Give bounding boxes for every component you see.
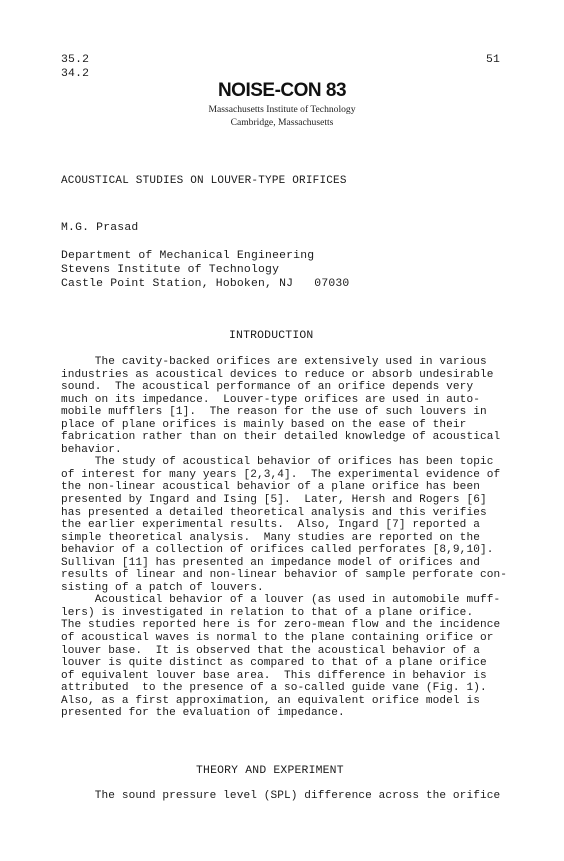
institution-location: Cambridge, Massachusetts	[230, 117, 334, 128]
session-code-2: 34.2	[61, 68, 90, 80]
body-text-line: behavior of a collection of orifices called perforates [8,9,10].	[61, 544, 494, 557]
body-text-line: sound. The acoustical performance of an orifice depends very	[61, 381, 474, 394]
body-text-line: Sullivan [11] has presented an impedance model of orifices and	[61, 556, 480, 569]
body-text-line: presented by Ingard and Ising [5]. Later, Hersh and Rogers [6]	[61, 494, 487, 507]
affiliation-line-2: Stevens Institute of Technology	[61, 264, 280, 276]
paper-title: ACOUSTICAL STUDIES ON LOUVER-TYPE ORIFICES	[61, 175, 347, 187]
body-text-line: The study of acoustical behavior of orifices has been topic	[61, 456, 494, 469]
page-number: 51	[486, 54, 501, 66]
body-text-line: fabrication rather than on their detailed knowledge of acoustical	[61, 431, 501, 444]
author-name: M.G. Prasad	[61, 222, 139, 234]
body-text-line: attributed to the presence of a so-called guide vane (Fig. 1).	[61, 682, 487, 695]
body-text-line: of equivalent louver base area. This difference in behavior is	[61, 669, 487, 682]
body-text-line: industries as acoustical devices to reduce or absorb undesirable	[61, 368, 494, 381]
body-text-line: the non-linear acoustical behavior of a plane orifice has been	[61, 481, 480, 494]
body-text-line: mobile mufflers [1]. The reason for the use of such louvers in	[61, 406, 487, 419]
conference-title: NOISE-CON 83	[217, 80, 347, 101]
body-text-line: the earlier experimental results. Also, Ingard [7] reported a	[61, 519, 480, 532]
body-text-line: of acoustical waves is normal to the plane containing orifice or	[61, 632, 494, 645]
affiliation-line-1: Department of Mechanical Engineering	[61, 250, 315, 262]
body-text-line: much on its impedance. Louver-type orifices are used in auto-	[61, 393, 480, 406]
body-text-line: louver is quite distinct as compared to that of a plane orifice	[61, 657, 487, 670]
body-text-line: presented for the evaluation of impedance.	[61, 707, 345, 720]
body-text-line: louver base. It is observed that the acoustical behavior of a	[61, 644, 480, 657]
theory-body-line: The sound pressure level (SPL) difference across the orifice	[61, 790, 501, 802]
body-text-line: behavior.	[61, 443, 122, 456]
body-text-line: lers) is investigated in relation to that of a plane orifice.	[61, 606, 474, 619]
body-text-line: Also, as a first approximation, an equivalent orifice model is	[61, 694, 480, 707]
session-code-1: 35.2	[61, 54, 90, 66]
affiliation-line-3: Castle Point Station, Hoboken, NJ 07030	[61, 278, 350, 290]
body-text-line: sisting of a patch of louvers.	[61, 581, 264, 594]
body-text-line: has presented a detailed theoretical analysis and this verifies	[61, 506, 487, 519]
body-text-line: of interest for many years [2,3,4]. The experimental evidence of	[61, 468, 501, 481]
section-heading-introduction: INTRODUCTION	[229, 330, 314, 342]
institution-name: Massachusetts Institute of Technology	[208, 104, 356, 115]
section-heading-theory: THEORY AND EXPERIMENT	[196, 765, 344, 777]
body-text-line: results of linear and non-linear behavior of sample perforate con-	[61, 569, 507, 582]
body-text-line: simple theoretical analysis. Many studies are reported on the	[61, 531, 480, 544]
body-text-line: The studies reported here is for zero-mean flow and the incidence	[61, 619, 501, 632]
body-text-line: The cavity-backed orifices are extensively used in various	[61, 356, 487, 368]
body-text-line: place of plane orifices is mainly based on the ease of their	[61, 418, 467, 431]
body-text-line: Acoustical behavior of a louver (as used in automobile muff-	[61, 594, 501, 607]
introduction-body	[61, 356, 521, 720]
